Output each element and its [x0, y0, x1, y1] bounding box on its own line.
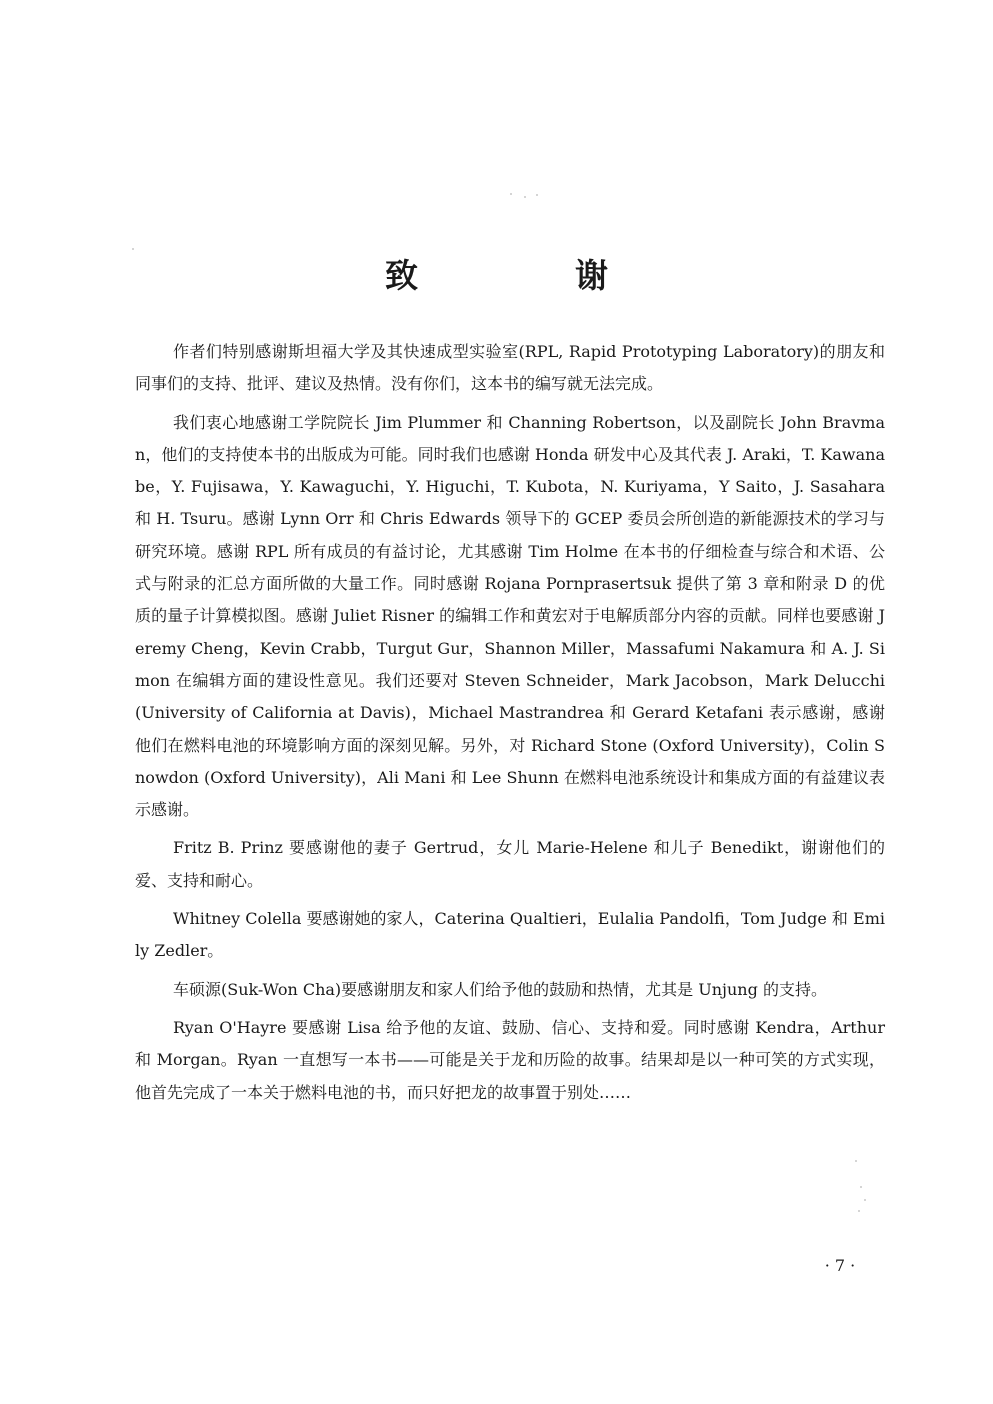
- scan-speck: [524, 196, 526, 198]
- page-number: · 7 ·: [824, 1256, 856, 1275]
- scan-speck: [860, 1186, 862, 1188]
- paragraph: 作者们特别感谢斯坦福大学及其快速成型实验室(RPL, Rapid Prototyping Laboratory)的朋友和同事们的支持、批评、建议及热情。没有你们，这本书的编写就无法完成。: [135, 342, 885, 394]
- scan-speck: [132, 248, 134, 250]
- scan-speck: [858, 1210, 860, 1212]
- paragraph: 我们衷心地感谢工学院院长 Jim Plummer 和 Channing Robertson，以及副院长 John Bravman，他们的支持使本书的出版成为可能。同时我们也感谢 Honda 研发中心及其代表 J. Araki，T. Kawanabe，Y. Fujisawa，Y. Kawaguchi，Y. Higuchi，T. Kubota，N. Kuriyama，Y Saito，J. Sasahara 和 H. Tsuru。感谢 Lynn Orr 和 Chris Edwards 领导下的 GCEP 委员会所创造的新能源技术的学习与研究环境。感谢 RPL 所有成员的有益讨论，尤其感谢 Tim Holme 在本书的仔细检查与综合和术语、公式与附录的汇总方面所做的大量工作。同时感谢 Rojana Pornprasertsuk 提供了第 3 章和附录 D 的优质的量子计算模拟图。感谢 Juliet Risner 的编辑工作和黄宏对于电解质部分内容的贡献。同样也要感谢 Jeremy Cheng，Kevin Crabb，Turgut Gur，Shannon Miller，Massafumi Nakamura 和 A. J. Simon 在编辑方面的建设性意见。我们还要对 Steven Schneider，Mark Jacobson，Mark Delucchi (University of California at Davis)，Michael Mastrandrea 和 Gerard Ketafani 表示感谢，感谢他们在燃料电池的环境影响方面的深刻见解。另外，对 Richard Stone (Oxford University)，Colin Snowdon (Oxford University)，Ali Mani 和 Lee Shunn 在燃料电池系统设计和集成方面的有益建议表示感谢。: [135, 412, 885, 820]
- acknowledgements-body: [135, 336, 885, 1115]
- paragraph: 车硕源(Suk-Won Cha)要感谢朋友和家人们给予他的鼓励和热情，尤其是 Unjung 的支持。: [173, 979, 827, 999]
- scan-speck: [855, 1160, 857, 1162]
- paragraph: Ryan O'Hayre 要感谢 Lisa 给予他的友谊、鼓励、信心、支持和爱。同时感谢 Kendra，Arthur 和 Morgan。Ryan 一直想写一本书——可能是关于龙和历险的故事。结果却是以一种可笑的方式实现，他首先完成了一本关于燃料电池的书，而只好把龙的故事置于别处……: [135, 1017, 885, 1102]
- scan-speck: [536, 194, 538, 196]
- page-title: 致 谢: [385, 256, 670, 295]
- scan-speck: [864, 1199, 866, 1201]
- paragraph: Whitney Colella 要感谢她的家人，Caterina Qualtieri，Eulalia Pandolfi，Tom Judge 和 Emily Zedler。: [135, 909, 885, 961]
- scan-speck: [510, 193, 512, 195]
- paragraph: Fritz B. Prinz 要感谢他的妻子 Gertrud，女儿 Marie-Helene 和儿子 Benedikt，谢谢他们的爱、支持和耐心。: [135, 838, 885, 890]
